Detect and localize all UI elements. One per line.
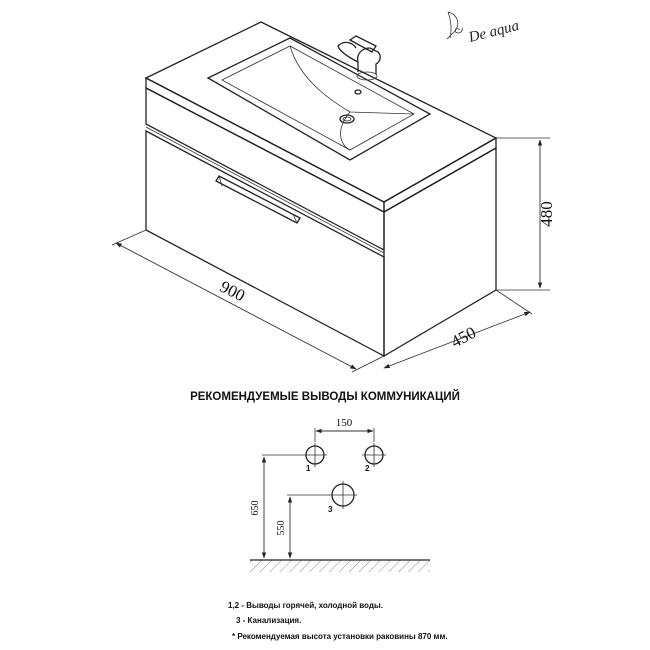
outlet-2 (362, 443, 386, 473)
section-title: РЕКОМЕНДУЕМЫЕ ВЫВОДЫ КОММУНИКАЦИЙ (190, 391, 460, 403)
outlet-3 (328, 481, 357, 514)
dimension-water-height (250, 455, 303, 558)
faucet (338, 36, 380, 94)
countertop-side-edge (384, 138, 496, 212)
dimension-depth-label: 450 (447, 322, 480, 352)
dimension-drain-height (276, 495, 330, 558)
notes (228, 601, 448, 641)
dimension-height-label: 480 (537, 201, 556, 227)
outlet-3-label: 3 (328, 505, 333, 514)
dimension-width (112, 230, 384, 372)
note-line-2: 3 - Канализация. (236, 616, 302, 625)
overflow-hole (355, 90, 361, 94)
outlet-1 (303, 443, 327, 473)
drawer-front (146, 131, 384, 356)
dimension-spacing-label: 150 (335, 417, 353, 429)
dimension-drain-height-label: 550 (276, 520, 287, 536)
countertop-front-edge (146, 78, 384, 212)
countertop-top-face (146, 22, 496, 202)
floor-hatch (250, 560, 430, 572)
dimension-height (496, 138, 556, 290)
note-line-1: 1,2 - Выводы горячей, холодной воды. (228, 601, 383, 610)
dimension-width-label: 900 (216, 276, 249, 306)
cabinet-side-panel (384, 148, 496, 356)
connections-diagram (250, 417, 430, 572)
dimension-spacing (315, 417, 374, 442)
note-line-3: * Рекомендуемая высота установки раковины 870 мм. (232, 632, 448, 641)
brand-logo (447, 12, 521, 46)
outlet-2-label: 2 (365, 464, 370, 473)
outlet-1-label: 1 (306, 464, 311, 473)
dimension-depth (384, 290, 532, 368)
sink-bowl (208, 38, 430, 160)
logo-text: De aqua (467, 17, 521, 46)
cabinet-drawing (112, 22, 556, 372)
drawer-top-strip (146, 88, 384, 250)
dimension-water-height-label: 650 (250, 500, 261, 516)
